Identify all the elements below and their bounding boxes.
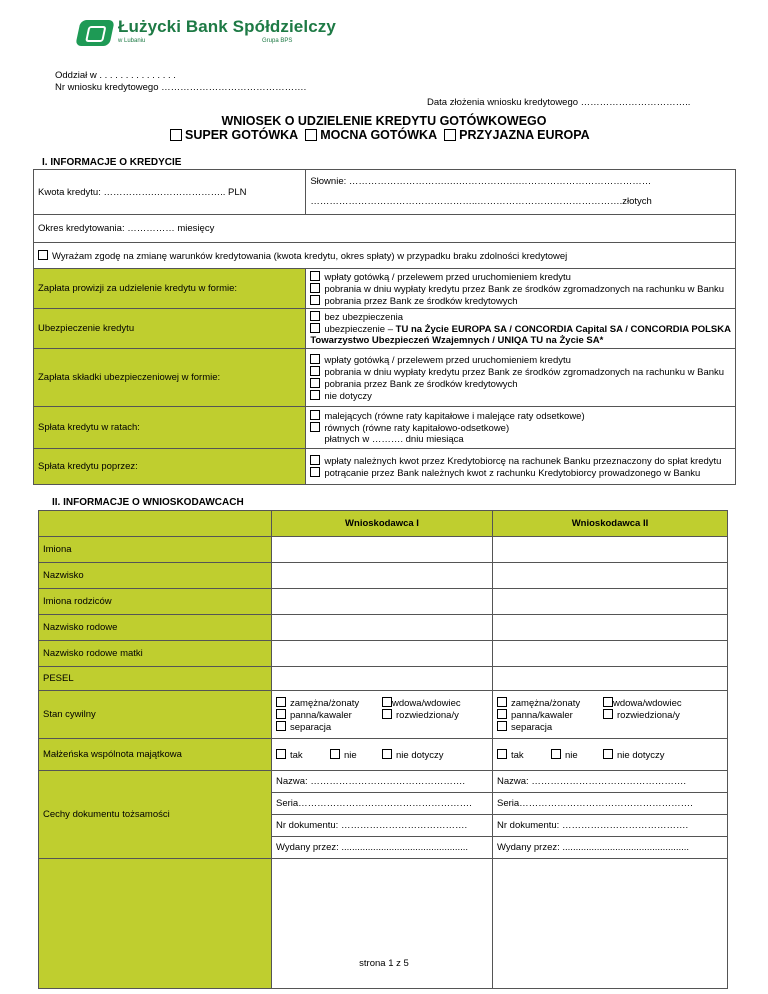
option-label: wpłaty należnych kwot przez Kredytobiorcę na rachunek Banku przeznaczony do spłat kredytu — [324, 455, 722, 467]
commission-option-checkbox[interactable] — [310, 271, 320, 281]
applicant2-civil-status — [493, 691, 728, 739]
option-label: zamężna/żonaty — [511, 697, 581, 709]
branch-field[interactable]: Oddział w . . . . . . . . . . . . . . . — [55, 70, 176, 81]
option-label: wdowa/wdowiec — [392, 697, 461, 709]
applicant2-surname[interactable] — [493, 563, 728, 589]
property-checkbox[interactable] — [276, 749, 286, 759]
installments-options — [306, 407, 736, 449]
bank-name: Łużycki Bank Spółdzielczy — [118, 17, 336, 36]
premium-option-checkbox[interactable] — [310, 366, 320, 376]
applicants-table — [38, 510, 728, 989]
civil-checkbox[interactable] — [382, 709, 392, 719]
credit-info-table — [33, 169, 736, 485]
repayment-option-checkbox[interactable] — [310, 467, 320, 477]
consent-text: Wyrażam zgodę na zmianę warunków kredytowania (kwota kredytu, okres spłaty) w przypadku braku zdolności kredytowej — [52, 250, 568, 262]
words-line2: ……………………………………………..……………………………………….złotych — [310, 196, 652, 207]
applicant1-parents-names[interactable] — [272, 589, 493, 615]
commission-options — [306, 269, 736, 309]
product-checkbox-europa[interactable] — [444, 129, 456, 141]
commission-option-checkbox[interactable] — [310, 295, 320, 305]
option-label: potrącanie przez Bank należnych kwot z rachunku Kredytobiorcy prowadzonego w Banku — [324, 467, 701, 479]
option-label: panna/kawaler — [511, 709, 573, 721]
row-label: Nazwisko rodowe matki — [39, 641, 272, 667]
premium-option-checkbox[interactable] — [310, 378, 320, 388]
bank-location: w Lubaniu — [118, 38, 146, 44]
installments-label: Spłata kredytu w ratach: — [34, 407, 306, 449]
option-label: zamężna/żonaty — [290, 697, 360, 709]
row-label: Nazwisko — [39, 563, 272, 589]
civil-checkbox[interactable] — [276, 697, 286, 707]
blank-label-cell — [39, 859, 272, 989]
product-checkbox-super[interactable] — [170, 129, 182, 141]
option-label: nie — [565, 749, 578, 761]
civil-checkbox[interactable] — [276, 709, 286, 719]
credit-amount-field[interactable]: Kwota kredytu: …………….………………….. PLN — [34, 170, 306, 215]
option-label: nie dotyczy — [324, 390, 372, 402]
applicant1-maiden-name[interactable] — [272, 615, 493, 641]
civil-checkbox[interactable] — [276, 721, 286, 731]
property-checkbox[interactable] — [603, 749, 613, 759]
application-number-field[interactable]: Nr wniosku kredytowego ………………………………………. — [55, 82, 307, 93]
premium-option-checkbox[interactable] — [310, 390, 320, 400]
repayment-options — [306, 449, 736, 485]
option-label: pobrania w dniu wypłaty kredytu przez Bank ze środków zgromadzonych na rachunku w Banku — [324, 283, 725, 295]
credit-period-field[interactable]: Okres kredytowania: …………… miesięcy — [34, 215, 736, 243]
option-label: wpłaty gotówką / przelewem przed uruchomieniem kredytu — [324, 354, 571, 366]
option-label: pobrania w dniu wypłaty kredytu przez Bank ze środków zgromadzonych na rachunku w Banku — [324, 366, 725, 378]
premium-option-checkbox[interactable] — [310, 354, 320, 364]
applicant1-first-names[interactable] — [272, 537, 493, 563]
product-checkbox-mocna[interactable] — [305, 129, 317, 141]
option-label: równych (równe raty kapitałowo-odsetkowe) — [324, 423, 510, 434]
option-label: tak — [511, 749, 524, 761]
option-label: nie dotyczy — [617, 749, 665, 761]
option-label: separacja — [511, 721, 553, 733]
section2-heading: II. INFORMACJE O WNIOSKODAWCACH — [52, 497, 244, 508]
option-label: panna/kawaler — [290, 709, 352, 721]
form-title: WNIOSEK O UDZIELENIE KREDYTU GOTÓWKOWEGO — [221, 114, 547, 128]
row-label: Imiona — [39, 537, 272, 563]
product-selector — [170, 128, 590, 142]
applicant2-parents-names[interactable] — [493, 589, 728, 615]
applicant1-pesel[interactable] — [272, 667, 493, 691]
application-date-field[interactable]: Data złożenia wniosku kredytowego …………………………….. — [427, 97, 691, 108]
option-label: wpłaty gotówką / przelewem przed uruchomieniem kredytu — [324, 271, 571, 283]
property-checkbox[interactable] — [330, 749, 340, 759]
civil-checkbox[interactable] — [603, 697, 613, 707]
installments-option-checkbox[interactable] — [310, 410, 320, 420]
option-label: nie dotyczy — [396, 749, 444, 761]
option-label: rozwiedziona/y — [617, 709, 680, 721]
insurance-option-checkbox[interactable] — [310, 311, 320, 321]
repayment-label: Spłata kredytu poprzez: — [34, 449, 306, 485]
premium-options — [306, 349, 736, 407]
insurance-options — [306, 309, 736, 349]
applicant2-id-number[interactable]: Nr dokumentu: …………………………………. — [493, 815, 728, 837]
commission-label: Zapłata prowizji za udzielenie kredytu w formie: — [34, 269, 306, 309]
section1-heading: I. INFORMACJE O KREDYCIE — [42, 157, 182, 168]
civil-checkbox[interactable] — [382, 697, 392, 707]
option-label: rozwiedziona/y — [396, 709, 459, 721]
payment-day-field[interactable]: płatnych w ………. dniu miesiąca — [324, 434, 464, 445]
applicant2-mother-maiden-name[interactable] — [493, 641, 728, 667]
premium-label: Zapłata składki ubezpieczeniowej w formie: — [34, 349, 306, 407]
insurer-names-2: Towarzystwo Ubezpieczeń Wzajemnych / UNIQA TU na Życie SA* — [310, 335, 604, 346]
option-label: separacja — [290, 721, 332, 733]
insurance-option-checkbox[interactable] — [310, 323, 320, 333]
applicant1-id-issuer[interactable]: Wydany przez: ................................................ — [272, 837, 493, 859]
product-label-super: SUPER GOTÓWKA — [185, 128, 298, 142]
insurance-label: Ubezpieczenie kredytu — [34, 309, 306, 349]
applicant1-id-number[interactable]: Nr dokumentu: …………………………………. — [272, 815, 493, 837]
commission-option-checkbox[interactable] — [310, 283, 320, 293]
option-label: pobrania przez Bank ze środków kredytowych — [324, 378, 518, 390]
consent-checkbox[interactable] — [38, 250, 48, 260]
civil-status-label: Stan cywilny — [39, 691, 272, 739]
civil-checkbox[interactable] — [497, 709, 507, 719]
applicant2-property — [493, 739, 728, 771]
applicant1-blank[interactable] — [272, 859, 493, 989]
option-label: ubezpieczenie – — [324, 324, 396, 335]
applicant1-surname[interactable] — [272, 563, 493, 589]
applicant1-property — [272, 739, 493, 771]
option-label: malejących (równe raty kapitałowe i malejące raty odsetkowe) — [324, 411, 585, 422]
applicant2-pesel[interactable] — [493, 667, 728, 691]
consent-row — [34, 243, 736, 269]
header-empty — [39, 511, 272, 537]
applicant1-id-series[interactable]: Seria………………………………………………. — [272, 793, 493, 815]
option-label: tak — [290, 749, 303, 761]
option-label: pobrania przez Bank ze środków kredytowych — [324, 295, 518, 307]
repayment-option-checkbox[interactable] — [310, 455, 320, 465]
applicant2-first-names[interactable] — [493, 537, 728, 563]
insurer-names: TU na Życie EUROPA SA / CONCORDIA Capital SA / CONCORDIA POLSKA — [395, 324, 731, 335]
civil-checkbox[interactable] — [497, 697, 507, 707]
property-checkbox[interactable] — [382, 749, 392, 759]
applicant1-civil-status — [272, 691, 493, 739]
words-line1: Słownie: ………………………….….……………….…………………………………… — [310, 176, 652, 187]
applicant1-header: Wnioskodawca I — [272, 511, 493, 537]
civil-checkbox[interactable] — [603, 709, 613, 719]
civil-checkbox[interactable] — [497, 721, 507, 731]
option-label: bez ubezpieczenia — [324, 312, 404, 323]
option-label: wdowa/wdowiec — [613, 697, 682, 709]
product-label-mocna: MOCNA GOTÓWKA — [320, 128, 437, 142]
property-checkbox[interactable] — [497, 749, 507, 759]
applicant2-blank[interactable] — [493, 859, 728, 989]
row-label: Nazwisko rodowe — [39, 615, 272, 641]
page-number: strona 1 z 5 — [359, 958, 409, 969]
row-label: Imiona rodziców — [39, 589, 272, 615]
applicant2-id-issuer[interactable]: Wydany przez: ................................................ — [493, 837, 728, 859]
applicant1-mother-maiden-name[interactable] — [272, 641, 493, 667]
row-label: PESEL — [39, 667, 272, 691]
installments-option-checkbox[interactable] — [310, 422, 320, 432]
credit-amount-words[interactable] — [306, 170, 736, 215]
applicant2-maiden-name[interactable] — [493, 615, 728, 641]
product-label-europa: PRZYJAZNA EUROPA — [459, 128, 590, 142]
property-label: Małżeńska wspólnota majątkowa — [39, 739, 272, 771]
bank-group: Grupa BPS — [262, 38, 293, 44]
option-label: nie — [344, 749, 357, 761]
bank-logo-icon — [75, 20, 115, 46]
applicant2-id-name[interactable]: Nazwa: …………………………………………. — [493, 771, 728, 793]
property-checkbox[interactable] — [551, 749, 561, 759]
id-document-label: Cechy dokumentu tożsamości — [39, 771, 272, 859]
applicant2-id-series[interactable]: Seria………………………………………………. — [493, 793, 728, 815]
applicant1-id-name[interactable]: Nazwa: …………………………………………. — [272, 771, 493, 793]
applicant2-header: Wnioskodawca II — [493, 511, 728, 537]
